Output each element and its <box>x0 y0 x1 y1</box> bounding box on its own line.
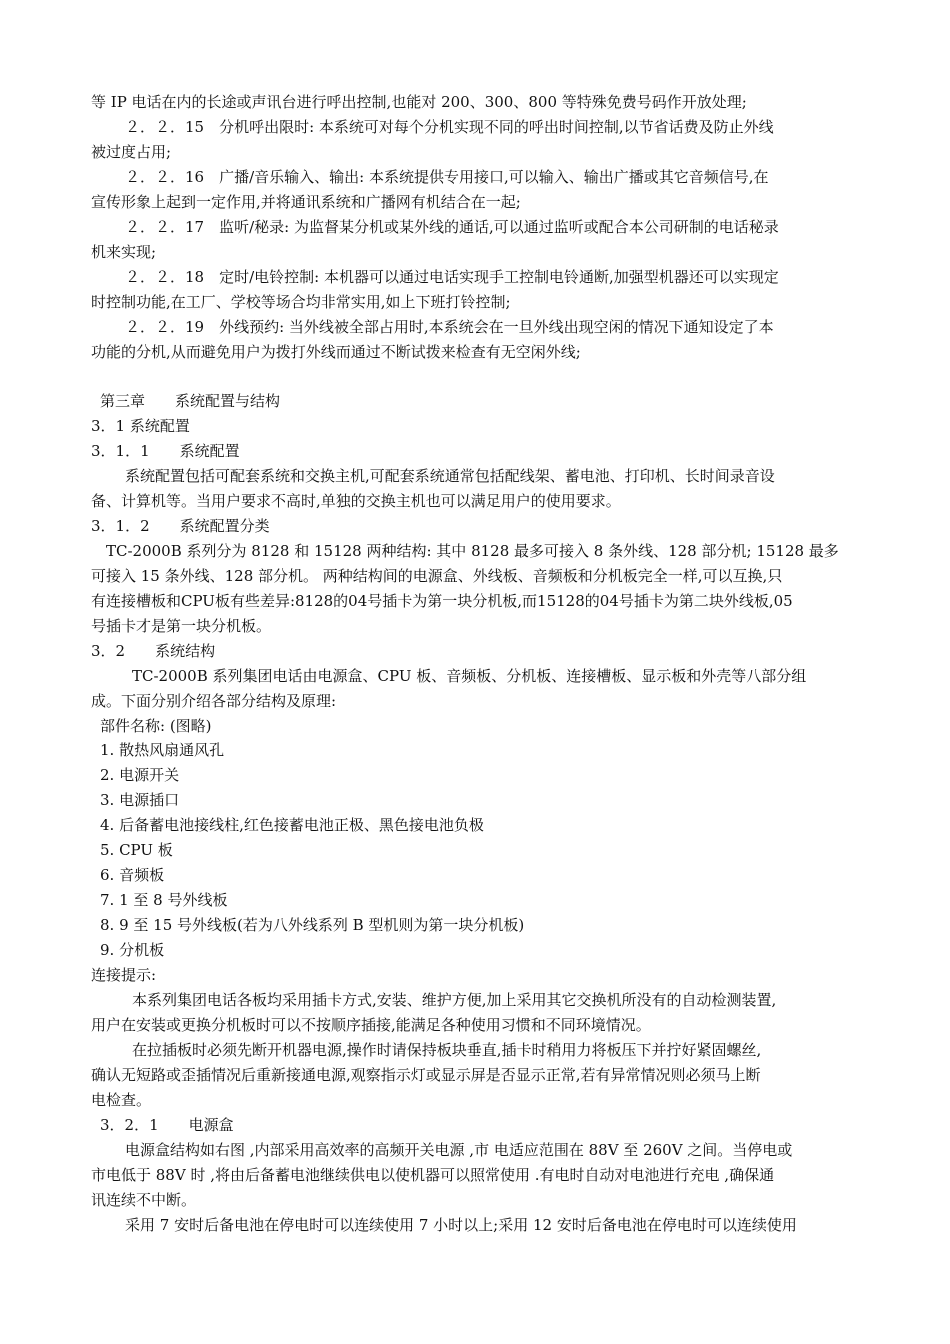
text-line: 确认无短路或歪插情况后重新接通电源,观察指示灯或显示屏是否显示正常,若有异常情况则必须马上断 <box>91 1066 761 1084</box>
connection-tips-label: 连接提示: <box>91 966 157 984</box>
text-line: 电源盒结构如右图 ,内部采用高效率的高频开关电源 ,市 电适应范围在 88V 至 260V 之间。当停电或 <box>125 1141 793 1159</box>
section-heading: 3．2 系统结构 <box>91 642 216 660</box>
text-line: 电检查。 <box>91 1091 152 1109</box>
section-2-2-19: ２．２．19 外线预约: 当外线被全部占用时,本系统会在一旦外线出现空闲的情况下通知设定了本 <box>125 318 774 336</box>
text-line: 备、计算机等。当用户要求不高时,单独的交换主机也可以满足用户的使用要求。 <box>91 492 621 510</box>
section-2-2-17: ２．２．17 监听/秘录: 为监督某分机或某外线的通话,可以通过监听或配合本公司研制的电话秘录 <box>125 218 779 236</box>
list-item: 9. 分机板 <box>100 941 165 959</box>
section-2-2-18: ２．２．18 定时/电铃控制: 本机器可以通过电话实现手工控制电铃通断,加强型机器还可以实现定 <box>125 268 779 286</box>
text-line: 在拉插板时必须先断开机器电源,操作时请保持板块垂直,插卡时稍用力将板压下并拧好紧固螺丝, <box>132 1041 762 1059</box>
chapter-title: 第三章 系统配置与结构 <box>100 392 281 410</box>
text-line: 用户在安装或更换分机板时可以不按顺序插接,能满足各种使用习惯和不同环境情况。 <box>91 1016 651 1034</box>
text-line: 市电低于 88V 时 ,将由后备蓄电池继续供电以使机器可以照常使用 .有电时自动对电池进行充电 ,确保通 <box>91 1166 775 1184</box>
text-line: 机来实现; <box>91 243 157 261</box>
parts-label: 部件名称: (图略) <box>100 717 212 735</box>
list-item: 1. 散热风扇通风孔 <box>100 741 225 759</box>
list-item: 6. 音频板 <box>100 866 165 884</box>
text-line: 成。下面分别介绍各部分结构及原理: <box>91 692 337 710</box>
list-item: 3. 电源插口 <box>100 791 180 809</box>
section-2-2-15: ２．２．15 分机呼出限时: 本系统可对每个分机实现不同的呼出时间控制,以节省话费及防止外线 <box>125 118 774 136</box>
list-item: 8. 9 至 15 号外线板(若为八外线系列 B 型机则为第一块分机板) <box>100 916 525 934</box>
text-line: 可接入 15 条外线、128 部分机。 两种结构间的电源盒、外线板、音频板和分机板完全一样,可以互换,只 <box>91 567 783 585</box>
section-heading: 3．2．1 电源盒 <box>100 1116 234 1134</box>
text-line: 被过度占用; <box>91 143 172 161</box>
section-heading: 3．1 系统配置 <box>91 417 190 435</box>
text-line: 采用 7 安时后备电池在停电时可以连续使用 7 小时以上;采用 12 安时后备电池在停电时可以连续使用 <box>125 1216 797 1234</box>
text-line: 讯连续不中断。 <box>91 1191 197 1209</box>
text-line: 时控制功能,在工厂、学校等场合均非常实用,如上下班打铃控制; <box>91 293 511 311</box>
text-line: 功能的分机,从而避免用户为拨打外线而通过不断试拨来检查有无空闲外线; <box>91 343 581 361</box>
text-line: TC-2000B 系列分为 8128 和 15128 两种结构: 其中 8128 最多可接入 8 条外线、128 部分机; 15128 最多 <box>106 542 839 560</box>
list-item: 7. 1 至 8 号外线板 <box>100 891 228 909</box>
section-2-2-16: ２．２．16 广播/音乐输入、输出: 本系统提供专用接口,可以输入、输出广播或其它音频信号,在 <box>125 168 769 186</box>
list-item: 5. CPU 板 <box>100 841 173 859</box>
text-line: 等 IP 电话在内的长途或声讯台进行呼出控制,也能对 200、300、800 等特殊免费号码作开放处理; <box>91 93 747 111</box>
text-line: 宣传形象上起到一定作用,并将通讯系统和广播网有机结合在一起; <box>91 193 521 211</box>
text-line: TC-2000B 系列集团电话由电源盒、CPU 板、音频板、分机板、连接槽板、显示板和外壳等八部分组 <box>132 667 807 685</box>
text-line: 本系列集团电话各板均采用插卡方式,安装、维护方便,加上采用其它交换机所没有的自动检测装置, <box>132 991 777 1009</box>
section-heading: 3．1．1 系统配置 <box>91 442 240 460</box>
text-line: 有连接槽板和CPU板有些差异:8128的04号插卡为第一块分机板,而15128的04号插卡为第二块外线板,05 <box>91 592 793 610</box>
text-line: 系统配置包括可配套系统和交换主机,可配套系统通常包括配线架、蓄电池、打印机、长时间录音设 <box>125 467 775 485</box>
list-item: 2. 电源开关 <box>100 766 180 784</box>
text-line: 号插卡才是第一块分机板。 <box>91 617 272 635</box>
list-item: 4. 后备蓄电池接线柱,红色接蓄电池正极、黑色接电池负极 <box>100 816 484 834</box>
section-heading: 3．1．2 系统配置分类 <box>91 517 270 535</box>
